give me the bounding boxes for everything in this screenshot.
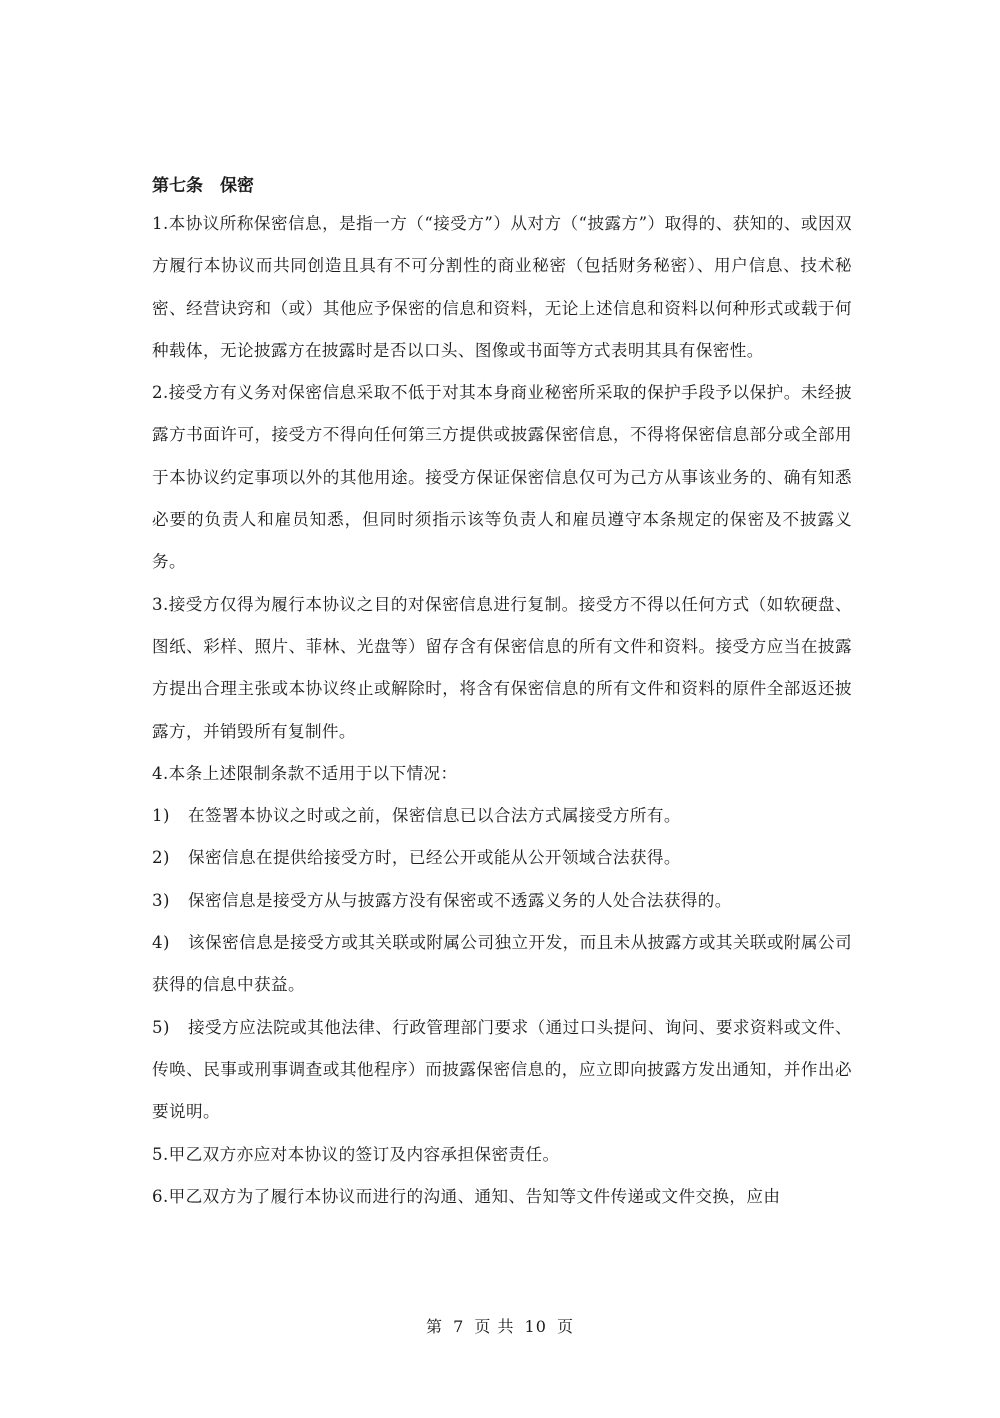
- list-item-number: 5): [152, 1017, 170, 1037]
- list-item-text: 保密信息是接受方从与披露方没有保密或不透露义务的人处合法获得的。: [188, 890, 732, 910]
- document-body: [152, 170, 852, 1218]
- paragraph-5: 5.甲乙双方亦应对本协议的签订及内容承担保密责任。: [152, 1144, 560, 1164]
- list-item-text: 接受方应法院或其他法律、行政管理部门要求（通过口头提问、询问、要求资料或文件、传唤、民事或刑事调查或其他程序）而披露保密信息的，应立即向披露方发出通知，并作出必要说明。: [152, 1017, 852, 1122]
- section-title: 第七条 保密: [152, 176, 254, 196]
- paragraph-3: 3.接受方仅得为履行本协议之目的对保密信息进行复制。接受方不得以任何方式（如软硬盘、图纸、彩样、照片、菲林、光盘等）留存含有保密信息的所有文件和资料。接受方应当在披露方提出合理主张或本协议终止或解除时，将含有保密信息的所有文件和资料的原件全部返还披露方，并销毁所有复制件。: [152, 594, 852, 741]
- list-item: [152, 837, 852, 879]
- paragraph-4: 4.本条上述限制条款不适用于以下情况：: [152, 763, 458, 783]
- paragraph-2: 2.接受方有义务对保密信息采取不低于对其本身商业秘密所采取的保护手段予以保护。未经披露方书面许可，接受方不得向任何第三方提供或披露保密信息，不得将保密信息部分或全部用于本协议约定事项以外的其他用途。接受方保证保密信息仅可为己方从事该业务的、确有知悉必要的负责人和雇员知悉，但同时须指示该等负责人和雇员遵守本条规定的保密及不披露义务。: [152, 383, 852, 572]
- list-item-number: 1): [152, 806, 170, 826]
- list-item: [152, 795, 852, 837]
- list-item: [152, 880, 852, 922]
- footer-suffix: 页: [557, 1317, 575, 1336]
- page-number-footer: [0, 1315, 1000, 1339]
- list-item-text: 在签署本协议之时或之前，保密信息已以合法方式属接受方所有。: [188, 806, 681, 826]
- footer-middle: 页 共: [474, 1317, 515, 1336]
- list-item-text: 该保密信息是接受方或其关联或附属公司独立开发，而且未从披露方或其关联或附属公司获得的信息中获益。: [152, 933, 852, 995]
- footer-prefix: 第: [425, 1317, 443, 1336]
- list-item-number: 4): [152, 933, 170, 953]
- current-page-number: 7: [453, 1317, 465, 1336]
- list-item: [152, 922, 852, 1007]
- list-item-text: 保密信息在提供给接受方时，已经公开或能从公开领域合法获得。: [188, 848, 681, 868]
- list-item-number: 3): [152, 890, 170, 910]
- list-item-number: 2): [152, 848, 170, 868]
- total-page-count: 10: [524, 1317, 547, 1336]
- list-item: [152, 1007, 852, 1134]
- paragraph-6: 6.甲乙双方为了履行本协议而进行的沟通、通知、告知等文件传递或文件交换，应由: [152, 1186, 781, 1206]
- paragraph-1: 1.本协议所称保密信息，是指一方（“接受方”）从对方（“披露方”）取得的、获知的、或因双方履行本协议而共同创造且具有不可分割性的商业秘密（包括财务秘密）、用户信息、技术秘密、经营诀窍和（或）其他应予保密的信息和资料，无论上述信息和资料以何种形式或载于何种载体，无论披露方在披露时是否以口头、图像或书面等方式表明其具有保密性。: [152, 214, 852, 360]
